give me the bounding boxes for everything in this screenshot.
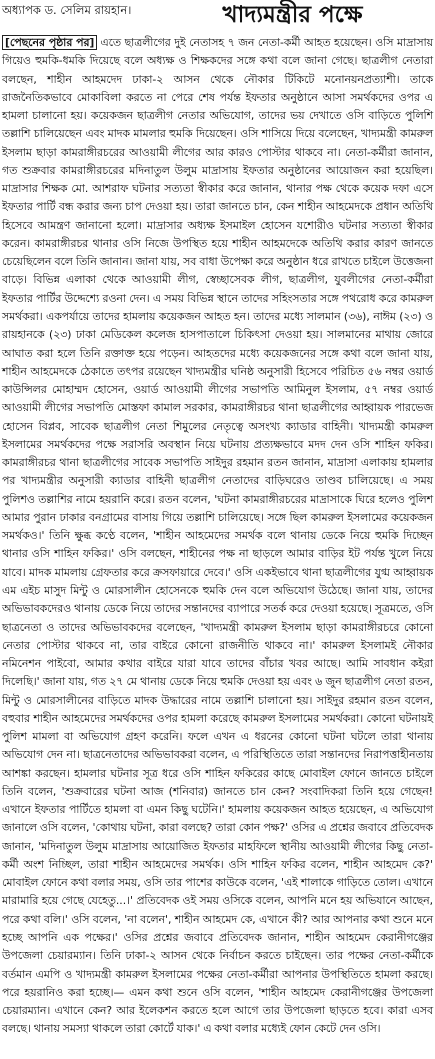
- continued-label: [পেছনের পৃষ্ঠার পর]: [2, 35, 97, 50]
- article-body: [2, 34, 433, 1039]
- headline: খাদ্যমন্ত্রীর পক্ষে: [222, 1, 363, 28]
- byline: অধ্যাপক ড. সেলিম রায়হান।: [2, 3, 132, 17]
- article-text: এতে ছাত্রলীগের দুই নেতাসহ ৭ জন নেতা-কর্মী আহত হয়েছেন। ওসি মাদ্রাসায় গিয়েও হুমকি-ধমকি দিয়েছে বলে অধ্যক্ষ ও শিক্ষকদের সঙ্গে কথা বলে জানা গেছে। ছাত্রলীগ নেতারা বলছেন, শাহীন আহমদেদ ঢাকা-২ আসন থেকে নৌকার টিকিটে মনোনয়নপ্রত্যাশী। তাকে রাজনৈতিকভাবে মোকাবিলা করতে না পেরে শেষ পর্যন্ত ইফতার অনুষ্ঠানে আসা সমর্থকদের ওপর এ হামলা চালানো হয়। কয়েকজন ছাত্রলীগ নেতার অভিযোগ, তাদের ভয় দেখাতে ওসি বাড়িতে পুলিশি তল্লাশি চালিয়েছেন এবং মাদক মামলার হুমকি দিয়েছেন। ওসি শাসিয়ে দিয়ে বলেছেন, খাদ্যমন্ত্রী কামরুল ইসলাম ছাড়া কামরাঙ্গীরচরের আওয়ামী লীগের আর কারও পোস্টার থাকবে না। নেতা-কর্মীরা জানান, গত শুক্রবার কামরাঙ্গীরচরের মদিনাতুল উলুম মাদ্রাসায় ইফতার অনুষ্ঠানের আয়োজন করা হয়েছিল। মাদ্রাসার শিক্ষক মো. আশরাফ ঘটনার সত্যতা স্বীকার করে জানান, থানার পক্ষ থেকে কয়েক দফা এসে ইফতার পার্টি বন্ধ করার জন্য চাপ দেওয়া হয়। তারা জানতে চান, কেন শাহীন আহমেদকে প্রধান অতিথি হিসেবে আমন্ত্রণ জানানো হলো। মাদ্রাসার অধ্যক্ষ ইসমাইল হোসেন যশোরীও ঘটনার সত্যতা স্বীকার করেন। কামরাঙ্গীরচর থানার ওসি নিজে উপস্থিত হয়ে শাহীন আহমদেকে অতিথি করার কারণ জানতে চেয়েছিলেন বলে তিনি জানান। জানা যায়, সব বাধা উপেক্ষা করে অনুষ্ঠান ধরে রাখতে চাইলে উত্তেজনা বাড়ে। বিভিন্ন এলাকা থেকে আওয়ামী লীগ, স্বেচ্ছাসেবক লীগ, ছাত্রলীগ, যুবলীগের নেতা-কর্মীরা ইফতার পার্টির উদ্দেশ্যে রওনা দেন। এ সময় বিভিন্ন স্থানে তাদের সহিংসতার সঙ্গে পথরোধ করে কামরুল সমর্থকরা। একপর্যায়ে তাদের হামলায় কয়েকজন আহত হন। তাদের মধ্যে সালমান (৩৬), নাঈম (২৩) ও রায়হানকে (২৩) ঢাকা মেডিকেল কলেজ হাসপাতালে চিকিৎসা দেওয়া হয়। সালমানের মাথায় জোরে আঘাত করা হলে তিনি রক্তাক্ত হয়ে পড়েন। আহতদের মধ্যে কয়েকজনের সঙ্গে কথা বলে জানা যায়, শাহীন আহমেদকে ঠেকাতে তৎপর রয়েছেন খাদ্যমন্ত্রীর ঘনিষ্ঠ অনুসারী হিসেবে পরিচিত ৫৬ নম্বর ওয়ার্ড কাউন্সিলর মোহাম্মদ হোসেন, ওয়ার্ড আওয়ামী লীগের সভাপতি আমিনুল ইসলাম, ৫৭ নম্বর ওয়ার্ড আওয়ামী লীগের সভাপতি মোস্তফা কামাল সরকার, কামরাঙ্গীরচর থানা ছাত্রলীগের আহ্বায়ক পারভেজ হোসেন বিপ্লব, সাবেক ছাত্রলীগ নেতা শিমুলের নেতৃত্বে অসংখ্য ক্যাডার বাহিনী। খাদ্যমন্ত্রী কামরুল ইসলামের সমর্থকদের পক্ষে সরাসরি অবস্থান নিয়ে ঘটনায় প্রত্যক্ষভাবে মদদ দেন ওসি শাহিন ফকির। কামরাঙ্গীরচর থানা ছাত্রলীগের সাবেক সভাপতি সাইদুর রহমান রতন জানান, মাদ্রাসা এলাকায় হামলার পর খাদ্যমন্ত্রীর অনুসারী ক্যাডার বাহিনী ছাত্রলীগ নেতাদের বাড়িঘরেও তাণ্ডব চালিয়েছে। এ সময় পুলিশও তল্লাশির নামে হয়রানি করে। রতন বলেন, 'ঘটনা কামরাঙ্গীরচরের মাদ্রাসাকে ঘিরে হলেও পুলিশ আমার পুরান ঢাকার বনগ্রামের বাসায় গিয়ে তল্লাশি চালিয়েছে। সঙ্গে ছিল কামরুল ইসলামের কয়েকজন সমর্থকও।' তিনি ক্ষুব্ধ কণ্ঠে বলেন, 'শাহীন আহমেদের সমর্থক বলে থানায় ডেকে নিয়ে হুমকি দিচ্ছেন থানার ওসি শাহিন ফকির।' ওসি বলছেন, শাহীনের পক্ষ না ছাড়লে আমার বাড়ির ইট পর্যন্ত খুলে নিয়ে যাবে। মাদক মামলায় গ্রেফতার করে ক্রসফায়ারে দেবে।' ওসি একইভাবে থানা ছাত্রলীগের যুগ্ম আহ্বায়ক এম এইচ মাসুদ মিন্টু ও মোরসালীন হোসেনকে হুমকি দেন বলে অভিযোগ উঠেছে। জানা যায়, তাদের অভিভাবকদেরও থানায় ডেকে নিয়ে তাদের সন্তানদের ব্যাপারে সতর্ক করে দেওয়া হয়েছে। সূত্রমতে, ওসি ছাত্রনেতা ও তাদের অভিভাবকদের বলেছেন, 'খাদ্যমন্ত্রী কামরুল ইসলাম ছাড়া কামরাঙ্গীরচরে কোনো নেতার পোস্টার থাকবে না, তার বাইরে কোনো রাজনীতি থাকবে না।' কামরুল ইসলামই নৌকার নমিনেশন পাইবো, আমার কথার বাইরে যারা যাবে তাদের বাঁচার খবর আছে। আমি সাবধান কইরা দিলেছি।' জানা যায়, গত ২৭ মে থানায় ডেকে নিয়ে হুমকি দেওয়া হয় এবং ৬ জুন ছাত্রলীগ নেতা রতন, মিন্টু ও মোরসালীনের বাড়িতে মাদক উদ্ধারের নামে তল্লাশি চালানো হয়। সাইদুর রহমান রতন বলেন, বহুবার শাহীন আহমেদের সমর্থকদের ওপর হামলা করেছে কামরুল ইসলামের সমর্থকরা। কোনো ঘটনায়ই পুলিশ মামলা বা অভিযোগ গ্রহণ করেনি। ফলে এখন এ ধরনের কোনো ঘটনা ঘটলে তারা থানায় অভিযোগ দেন না। ছাত্রনেতাদের অভিভাবকরা বলেন, এ পরিস্থিতিতে তারা সন্তানদের নিরাপত্তাহীনতায় আশঙ্কা করছেন। হামলার ঘটনার সূত্র ধরে ওসি শাহিন ফকিরের কাছে মোবাইল ফোনে জানতে চাইলে তিনি বলেন, 'শুক্রবারের ঘটনা আজ (শনিবার) জানতে চান কেন? সংবাদিকরা তিনি হয়ে গেছেন! এখানে ইফতার পার্টিতে হামলা বা এমন কিছু ঘটেনি।' হামলায় কয়েকজন আহত হয়েছেন, এ অভিযোগ জানালে ওসি বলেন, 'কোথায় ঘটনা, কারা বলছে? তারা কোন পক্ষ?' ওসির এ প্রশ্নের জবাবে প্রতিবেদক জানান, 'মদিনাতুল উলুম মাদ্রাসায় আয়োজিত ইফতার মাহফিলে স্থানীয় আওয়ামী লীগের কিছু নেতা-কর্মী অংশ নিচ্ছিল, তারা শাহীন আহমেদের সমর্থক। ওসি শাহিন ফকির বলেন, শাহীন আহমেদ কে?' মোবাইল ফোনে কথা বলার সময়, ওসি তার পাশের কাউকে বলেন, 'এই শালাকে গাড়িতে তোল। এখানে মারামারি হয়ে গেছে যেহেতু...।' প্রতিবেদক ওই সময় ওসিকে বলেন, আপনি মনে হয় অভিযানে আছেন, পরে কথা বলি।' ওসি বলেন, 'না বলেন', শাহীন আহমেদ কে, এখানে কী? আর আপনার কথা শুনে মনে হচ্ছে আপনি এক পক্ষের।' ওসির প্রশ্নের জবাবে প্রতিবেদক জানান, শাহীন আহমেদ কেরানীগঞ্জের উপজেলা চেয়ারম্যান। তিনি ঢাকা-২ আসন থেকে নির্বাচন করতে চাইছেন। তার পক্ষের নেতা-কর্মীকে বর্তমান এমপি ও খাদ্যমন্ত্রী কামরুল ইসলামের পক্ষের নেতা-কর্মীরা আপনার উপস্থিতিতে হামলা করছে। পরে হয়রানিও করা হচ্ছে।— এমন কথা শুনে ওসি বলেন, 'শাহীন আহমেদ কেরানীগঞ্জের উপজেলা চেয়ারম্যান। এখানে কেন? আর ইলেকশন করতে হলে আগে তার উপজেলা ছাড়তে হবে। কারা এসব বলছে। থানায় সমস্যা থাকলে তারা কোর্টে যাক।' এ কথা বলার মধ্যেই ফোন কেটে দেন ওসি।: [2, 36, 433, 1036]
